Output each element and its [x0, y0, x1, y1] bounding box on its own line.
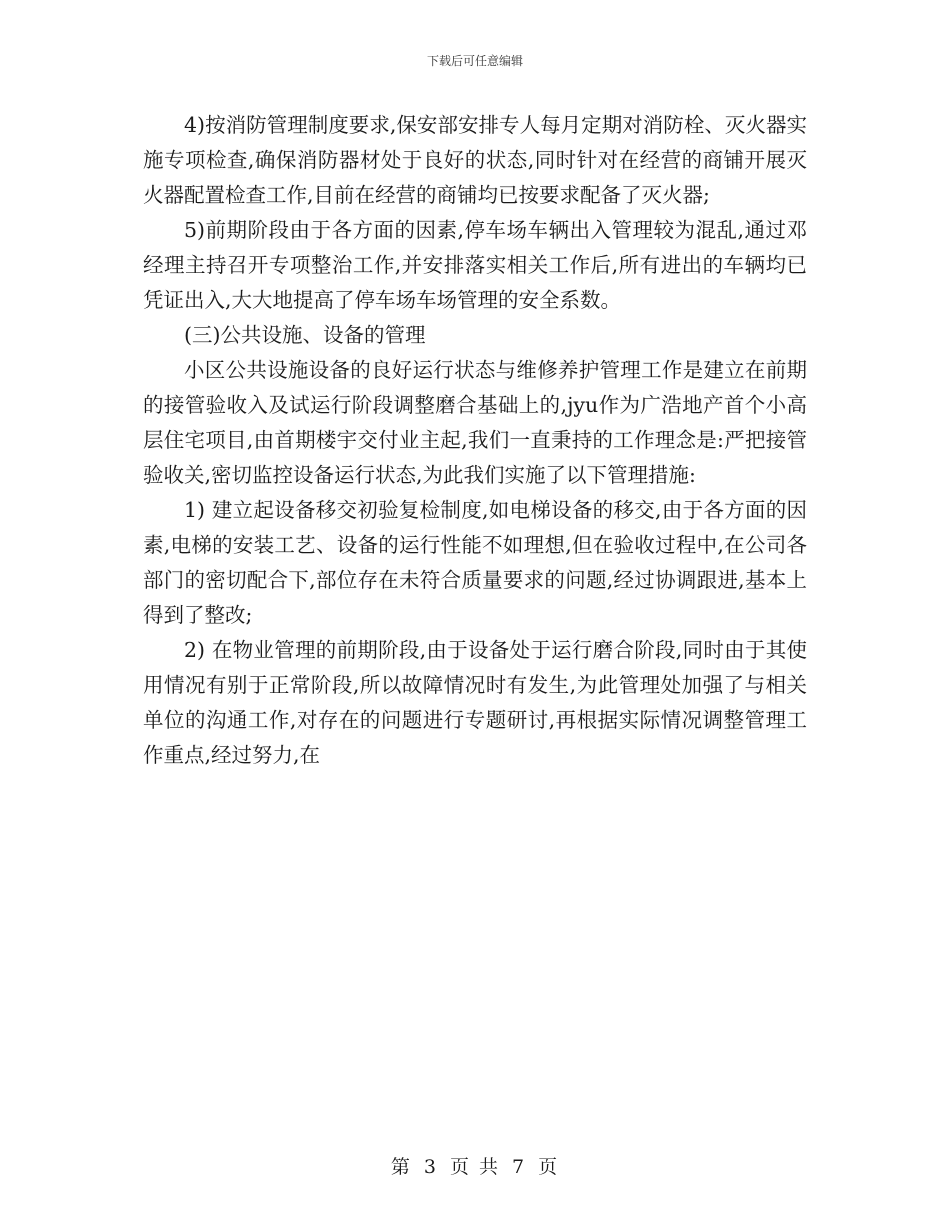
page-number [0, 1152, 950, 1179]
page-label-prefix: 第 [390, 1156, 412, 1178]
paragraph-handover-system: 1) 建立起设备移交初验复检制度,如电梯设备的移交,由于各方面的因素,电梯的安装工艺、设备的运行性能不如理想,但在验收过程中,在公司各部门的密切配合下,部位存在未符合质量要求的问题,经过协调跟进,基本上得到了整改; [143, 498, 807, 627]
section-heading-facilities: (三)公共设施、设备的管理 [184, 323, 426, 347]
paragraph-facilities-intro: 小区公共设施设备的良好运行状态与维修养护管理工作是建立在前期的接管验收入及试运行阶段调整磨合基础上的,jyu作为广浩地产首个小高层住宅项目,由首期楼宇交付业主起,我们一直秉持的工作理念是:严把接管验收关,密切监控设备运行状态,为此我们实施了以下管理措施: [143, 358, 807, 487]
paragraph-early-stage: 2) 在物业管理的前期阶段,由于设备处于运行磨合阶段,同时由于其使用情况有别于正常阶段,所以故障情况时有发生,为此管理处加强了与相关单位的沟通工作,对存在的问题进行专题研讨,再根据实际情况调整管理工作重点,经过努力,在 [143, 638, 807, 767]
page-label-suffix: 页 [538, 1156, 560, 1178]
document-body [143, 108, 807, 773]
paragraph-parking-management: 5)前期阶段由于各方面的因素,停车场车辆出入管理较为混乱,通过邓经理主持召开专项整治工作,并安排落实相关工作后,所有进出的车辆均已凭证出入,大大地提高了停车场车场管理的安全系数。 [143, 218, 807, 312]
total-pages: 7 [512, 1156, 527, 1178]
current-page: 3 [423, 1156, 438, 1178]
paragraph-fire-inspection: 4)按消防管理制度要求,保安部安排专人每月定期对消防栓、灭火器实施专项检查,确保消防器材处于良好的状态,同时针对在经营的商铺开展灭火器配置检查工作,目前在经营的商铺均已按要求配备了灭火器; [143, 113, 807, 207]
page-label-mid: 页 共 [449, 1156, 501, 1178]
page-header-note: 下载后可任意编辑 [426, 54, 523, 68]
